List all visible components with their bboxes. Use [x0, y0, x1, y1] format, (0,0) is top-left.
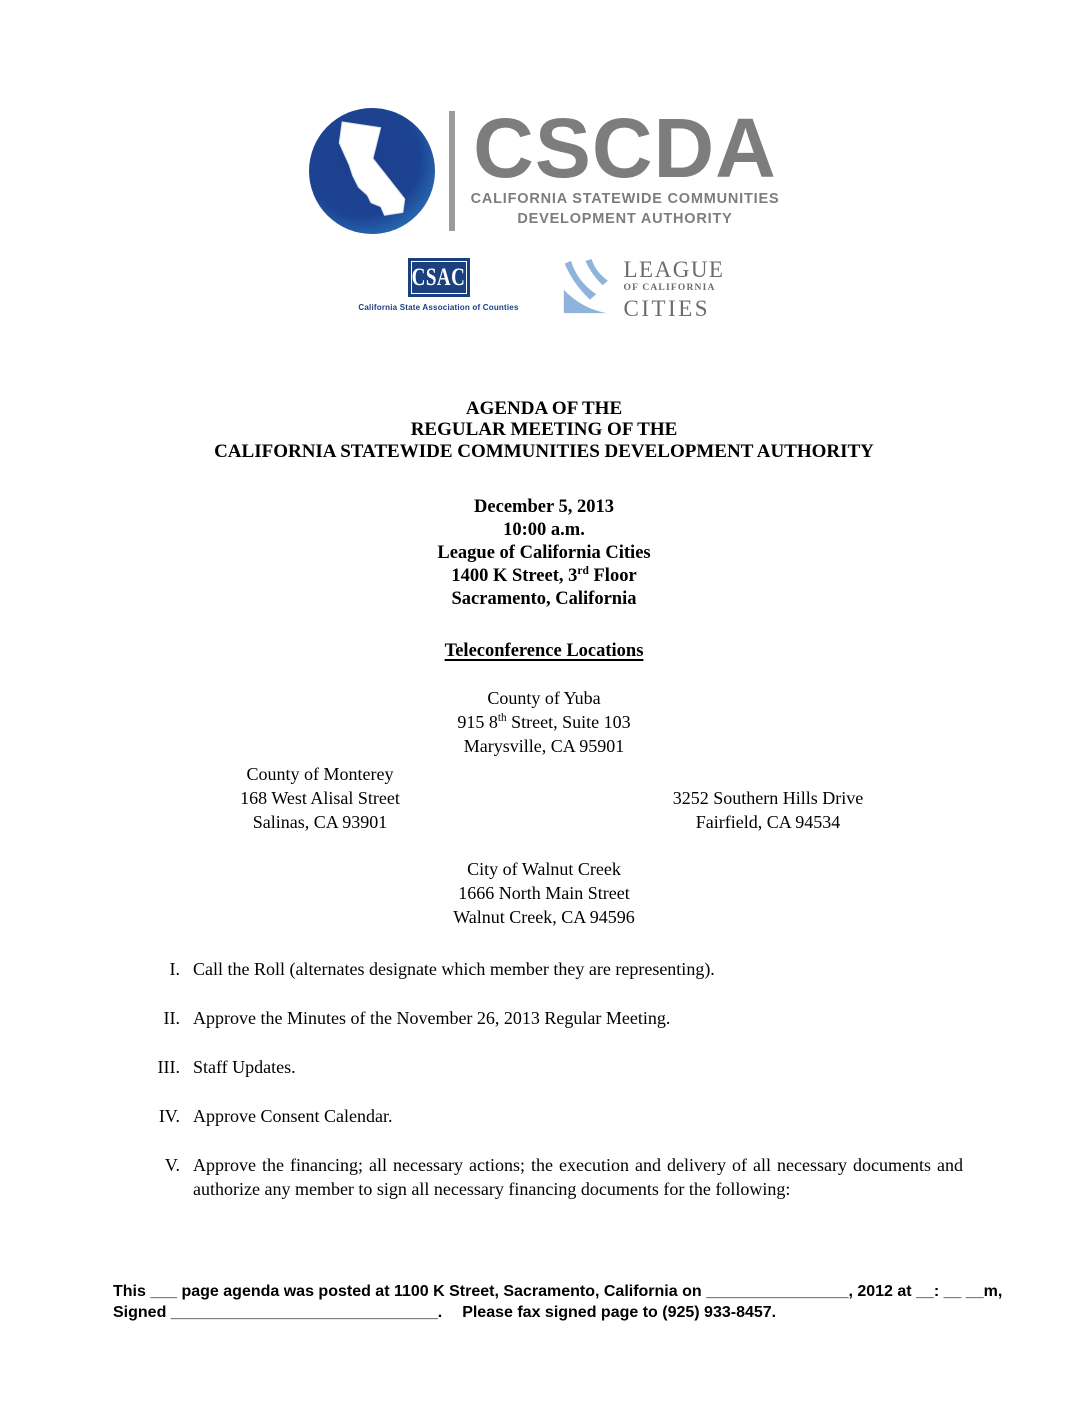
league-line-3: CITIES: [623, 295, 711, 321]
league-line-1: LEAGUE: [623, 257, 725, 282]
meeting-city: Sacramento, California: [451, 589, 637, 609]
teleconference-heading: Teleconference Locations: [444, 641, 644, 661]
agenda-item-5-numeral: V.: [164, 1155, 180, 1175]
footer-fax-instruction: Please fax signed page to (925) 933-8457.: [462, 1304, 777, 1321]
location-monterey: [120, 762, 520, 834]
agenda-item-4-numeral: IV.: [158, 1106, 180, 1126]
agenda-list: [0, 957, 1088, 1201]
title-line-1: AGENDA OF THE: [465, 397, 623, 419]
title-line-2: REGULAR MEETING OF THE: [410, 419, 678, 440]
agenda-item-3-text: Staff Updates.: [193, 1057, 296, 1077]
walnut-city: Walnut Creek, CA 94596: [453, 907, 635, 927]
league-of-california-cities-logo: [562, 258, 725, 320]
location-walnut-creek: [0, 857, 1088, 929]
walnut-address: 1666 North Main Street: [458, 883, 630, 903]
agenda-item-5-text: Approve the financing; all necessary actions; the execution and delivery of all necessary documents and authorize any member to sign all necessary financing documents for the following:: [193, 1155, 963, 1199]
agenda-item-2-text: Approve the Minutes of the November 26, 2013 Regular Meeting.: [193, 1008, 671, 1028]
meeting-info: [0, 496, 1088, 611]
fairfield-address: 3252 Southern Hills Drive: [672, 788, 864, 808]
cscda-wordmark: [470, 101, 780, 228]
location-fairfield: [568, 786, 968, 834]
csac-caption: California State Association of Counties: [358, 303, 519, 312]
monterey-name: County of Monterey: [246, 764, 394, 784]
yuba-city: Marysville, CA 95901: [463, 736, 625, 756]
two-column-locations: [0, 762, 1088, 836]
csac-logo: [358, 258, 519, 312]
league-wordmark: [624, 258, 725, 320]
agenda-item-2: [144, 1006, 963, 1030]
agenda-item-1-numeral: I.: [169, 959, 180, 979]
cscda-logo: [0, 101, 1088, 234]
footer-line-1: This ___ page agenda was posted at 1100 K Street, Sacramento, California on ________________, 2012 at __: __ __m,: [113, 1283, 1003, 1300]
agenda-item-3-numeral: III.: [157, 1057, 180, 1077]
agenda-item-4: [144, 1104, 963, 1128]
footer-signed-blank: Signed ______________________________.: [113, 1304, 443, 1321]
footer-line-2: [113, 1302, 988, 1323]
meeting-address: 1400 K Street, 3rd Floor: [451, 564, 637, 586]
agenda-item-4-text: Approve Consent Calendar.: [193, 1106, 393, 1126]
monterey-city: Salinas, CA 93901: [252, 812, 388, 832]
csac-box-icon: [408, 258, 470, 297]
csac-acronym: CSAC: [411, 263, 466, 292]
location-yuba: [0, 686, 1088, 758]
league-swoosh-icon: [562, 258, 616, 316]
california-state-icon: [326, 118, 418, 224]
league-line-2: OF CALIFORNIA: [623, 283, 716, 293]
yuba-name: County of Yuba: [487, 688, 601, 708]
agenda-item-2-numeral: II.: [163, 1008, 180, 1028]
document-title: [0, 398, 1088, 463]
agenda-item-5: [144, 1153, 963, 1201]
posting-notice-footer: [113, 1281, 1003, 1323]
agenda-item-1: [144, 957, 963, 981]
monterey-address: 168 West Alisal Street: [240, 788, 400, 808]
agenda-item-1-text: Call the Roll (alternates designate which member they are representing).: [193, 959, 715, 979]
cscda-subtitle-1: CALIFORNIA STATEWIDE COMMUNITIES: [470, 190, 780, 207]
cscda-acronym: CSCDA: [473, 101, 777, 196]
fairfield-city: Fairfield, CA 94534: [695, 812, 841, 832]
meeting-time: 10:00 a.m.: [503, 520, 585, 540]
title-line-3: CALIFORNIA STATEWIDE COMMUNITIES DEVELOPMENT AUTHORITY: [214, 440, 874, 462]
meeting-venue: League of California Cities: [437, 543, 651, 563]
agenda-item-3: [144, 1055, 963, 1079]
walnut-name: City of Walnut Creek: [467, 859, 621, 879]
meeting-date: December 5, 2013: [474, 497, 614, 517]
partner-logos-row: [0, 258, 1088, 320]
cscda-subtitle-2: DEVELOPMENT AUTHORITY: [517, 210, 733, 227]
yuba-address: 915 8th Street, Suite 103: [457, 712, 631, 732]
logo-divider: [449, 111, 455, 231]
california-globe-icon: [309, 108, 435, 234]
